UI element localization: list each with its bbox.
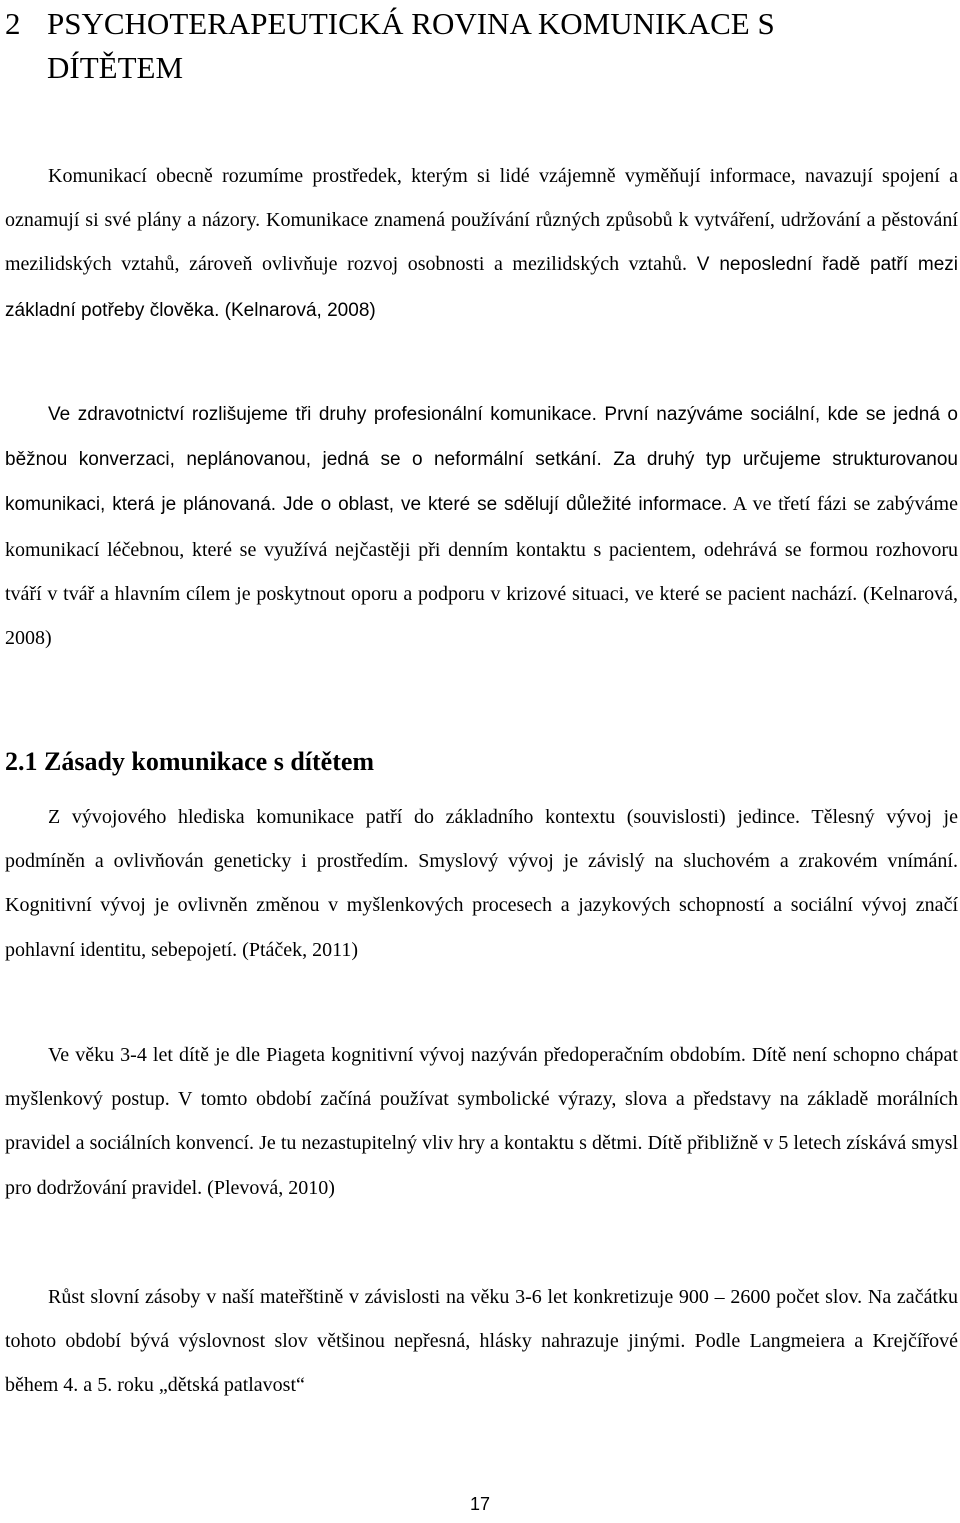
paragraph-developmental-context bbox=[5, 795, 958, 972]
paragraph-text: Ve věku 3-4 let dítě je dle Piageta kognitivní vývoj nazýván předoperačním obdobím. Dítě není schopno chápat myšlenkový postup. V tomto období začíná používat symbolické výrazy, slova a představy na základě morálních pravidel a sociálních konvencí. Je tu nezastupitelný vliv hry a kontaktu s dětmi. Dítě přibližně v 5 letech získává smysl pro dodržování pravidel. (Plevová, 2010) bbox=[5, 1044, 958, 1199]
paragraph-text: Ve zdravotnictví rozlišujeme tři druhy profesionální komunikace. První nazýváme sociální, kde se jedná o běžnou konverzaci, neplánovanou, jedná se o neformální setkání. Za druhý typ určujeme strukturovanou komunikaci, která je plánovaná. Jde o oblast, ve které se sdělují důležité informace. bbox=[5, 404, 958, 516]
paragraph-text: A ve třetí fázi se zabýváme komunikací léčebnou, které se využívá nejčastěji při denním kontaktu s pacientem, odehrává se formou rozhovoru tváří v tvář a hlavním cílem je poskytnout oporu a podporu v krizové situaci, ve které se pacient nachází. (Kelnarová, 2008) bbox=[5, 493, 958, 650]
paragraph-vocabulary bbox=[5, 1275, 958, 1408]
section-number: 2.1 bbox=[5, 747, 38, 776]
chapter-title: PSYCHOTERAPEUTICKÁ ROVINA KOMUNIKACE S DÍTĚTEM bbox=[47, 6, 775, 85]
section-heading bbox=[5, 742, 374, 782]
paragraph-professional-communication bbox=[5, 392, 958, 660]
paragraph-piaget bbox=[5, 1033, 958, 1210]
paragraph-text: Komunikací obecně rozumíme prostředek, kterým si lidé vzájemně vyměňují informace, navazují spojení a oznamují si své plány a názory. Komunikace znamená používání různých způsobů k vytváření, udržování a pěstování mezilidských vztahů, zároveň ovlivňuje rozvoj osobnosti a mezilidských vztahů. bbox=[5, 165, 958, 276]
chapter-heading bbox=[5, 2, 907, 90]
page-number: 17 bbox=[469, 1494, 491, 1514]
chapter-number: 2 bbox=[5, 6, 21, 41]
paragraph-text: V neposlední řadě patří mezi základní potřeby člověka. (Kelnarová, 2008) bbox=[5, 254, 958, 321]
paragraph-text: Z vývojového hlediska komunikace patří do základního kontextu (souvislosti) jedince. Tělesný vývoj je podmíněn a ovlivňován geneticky i prostředím. Smyslový vývoj je závislý na sluchovém a zrakovém vnímání. Kognitivní vývoj je ovlivněn změnou v myšlenkových procesech a jazykových schopností a sociální vývoj značí pohlavní identitu, sebepojetí. (Ptáček, 2011) bbox=[5, 806, 958, 961]
paragraph-text: Růst slovní zásoby v naší mateřštině v závislosti na věku 3-6 let konkretizuje 900 – 2600 počet slov. Na začátku tohoto období bývá výslovnost slov většinou nepřesná, hlásky nahrazuje jinými. Podle Langmeiera a Krejčířové během 4. a 5. roku „dětská patlavost“ bbox=[5, 1286, 958, 1397]
paragraph-communication-definition bbox=[5, 154, 958, 333]
section-title: Zásady komunikace s dítětem bbox=[44, 747, 375, 776]
